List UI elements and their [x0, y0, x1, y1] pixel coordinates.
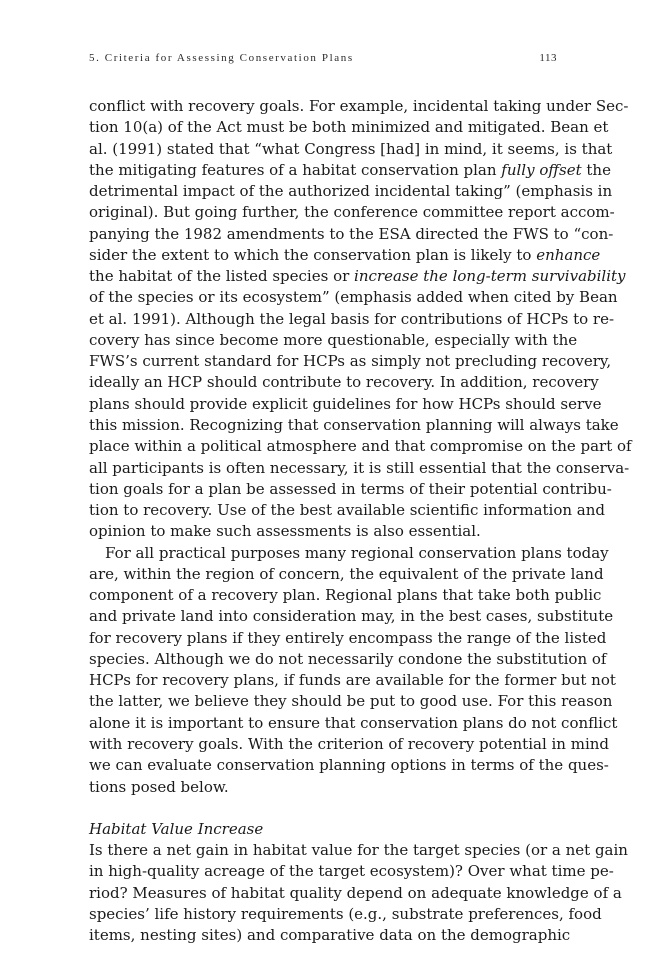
- line-text: plans should provide explicit guidelines for how HCPs should serve: [89, 394, 602, 413]
- line-text: place within a political atmosphere and that compromise on the part of: [89, 437, 632, 456]
- section-heading: Habitat Value Increase: [89, 819, 264, 838]
- text-line: [89, 500, 606, 521]
- line-text: tion goals for a plan be assessed in terms of their potential contribu-: [89, 479, 612, 498]
- line-text: original). But going further, the conference committee report accom-: [89, 203, 615, 222]
- line-text: tion 10(a) of the Act must be both minimized and mitigated. Bean et: [89, 118, 609, 137]
- text-line: [89, 117, 609, 138]
- text-line: [89, 160, 611, 181]
- text-line: [89, 436, 632, 457]
- line-text: all participants is often necessary, it is still essential that the conserva-: [89, 458, 630, 477]
- paragraph-3: [89, 840, 628, 946]
- line-text: conflict with recovery goals. For example, incidental taking under Sec-: [89, 97, 629, 115]
- text-line: Is there a net gain in habitat value for the target species (or a net gain: [89, 841, 628, 860]
- line-text: of the species or its ecosystem” (emphasis added when cited by Bean: [89, 288, 618, 307]
- text-line: [89, 266, 626, 287]
- line-text: opinion to make such assessments is also essential.: [89, 522, 481, 541]
- text-line: are, within the region of concern, the equivalent of the private land: [89, 564, 604, 583]
- emphasis-text: increase the long-term survivability: [354, 267, 626, 286]
- line-text: FWS’s current standard for HCPs as simply not precluding recovery,: [89, 352, 612, 371]
- text-line: items, nesting sites) and comparative data on the demographic: [89, 926, 571, 945]
- line-text: et al. 1991). Although the legal basis for contributions of HCPs to re-: [89, 309, 615, 328]
- page-number: 113: [539, 52, 557, 64]
- chapter-title: 5. Criteria for Assessing Conservation Plans: [89, 52, 354, 64]
- text-line: For all practical purposes many regional conservation plans today: [105, 543, 609, 562]
- paragraph-1: [89, 96, 632, 543]
- text-line: in high-quality acreage of the target ecosystem)? Over what time pe-: [89, 862, 614, 881]
- text-line: [89, 96, 629, 117]
- text-line: [89, 202, 615, 223]
- text-line: [89, 458, 630, 479]
- text-line: [89, 415, 619, 436]
- text-line: [89, 479, 612, 500]
- text-line: [89, 521, 557, 542]
- text-line: and private land into consideration may, in the best cases, substitute: [89, 607, 614, 626]
- line-text: covery has since become more questionable, especially with the: [89, 330, 578, 349]
- text-line: [89, 394, 602, 415]
- text-line: [89, 309, 615, 330]
- line-text: the habitat of the listed species or: [89, 267, 355, 286]
- line-text: tion to recovery. Use of the best available scientific information and: [89, 501, 606, 520]
- text-line: the latter, we believe they should be put to good use. For this reason: [89, 692, 613, 711]
- emphasis-text: enhance: [536, 245, 601, 264]
- text-line: [89, 351, 612, 372]
- line-text: this mission. Recognizing that conservation planning will always take: [89, 415, 619, 434]
- section-gap: [89, 798, 557, 819]
- text-line: HCPs for recovery plans, if funds are available for the former but not: [89, 671, 616, 690]
- body-text: [89, 96, 632, 946]
- paragraph-2: [89, 543, 618, 798]
- line-text: the mitigating features of a habitat conservation plan: [89, 160, 502, 179]
- text-line: we can evaluate conservation planning options in terms of the ques-: [89, 756, 609, 775]
- emphasis-text: fully offset: [501, 160, 582, 179]
- text-line: [89, 372, 599, 393]
- text-line: with recovery goals. With the criterion of recovery potential in mind: [89, 734, 610, 753]
- line-text: ideally an HCP should contribute to recovery. In addition, recovery: [89, 373, 599, 392]
- text-line: riod? Measures of habitat quality depend on adequate knowledge of a: [89, 883, 622, 902]
- text-line: [89, 224, 614, 245]
- line-text: detrimental impact of the authorized incidental taking” (emphasis in: [89, 182, 613, 201]
- line-text: sider the extent to which the conservation plan is likely to: [89, 245, 537, 264]
- running-head: [89, 52, 557, 68]
- line-text: al. (1991) stated that “what Congress [had] in mind, it seems, is that: [89, 139, 613, 158]
- text-line: [89, 181, 613, 202]
- line-text: panying the 1982 amendments to the ESA directed the FWS to “con-: [89, 224, 614, 243]
- text-line: [89, 330, 578, 351]
- text-line: species’ life history requirements (e.g., substrate preferences, food: [89, 904, 602, 923]
- text-line: species. Although we do not necessarily condone the substitution of: [89, 649, 607, 668]
- text-line: [89, 287, 618, 308]
- line-text: the: [581, 160, 611, 179]
- text-line: for recovery plans if they entirely encompass the range of the listed: [89, 628, 607, 647]
- text-line: [89, 139, 613, 160]
- text-line: alone it is important to ensure that conservation plans do not conflict: [89, 713, 618, 732]
- text-line: tions posed below.: [89, 777, 229, 796]
- text-line: component of a recovery plan. Regional plans that take both public: [89, 586, 602, 605]
- text-line: [89, 245, 601, 266]
